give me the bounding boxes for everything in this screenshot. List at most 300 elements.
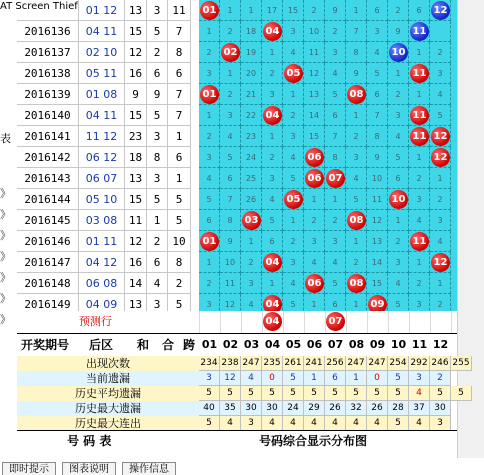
grid-cell: 5 xyxy=(367,63,388,84)
stats-value: 4 xyxy=(241,371,262,386)
grid-cell: 2 xyxy=(409,273,430,294)
grid-cell: 3 xyxy=(346,147,367,168)
grid-cell: 8 xyxy=(346,42,367,63)
grid-cell: 2 xyxy=(430,42,451,63)
stats-value: 35 xyxy=(220,401,241,416)
left-strip-glyph: 》 xyxy=(0,187,11,200)
number-ball[interactable]: 08 xyxy=(347,274,366,293)
table-row xyxy=(17,147,191,168)
stats-value: 5 xyxy=(325,386,346,401)
sum-cell: 16 xyxy=(125,252,147,273)
grid-cell: 4 xyxy=(199,168,220,189)
table-footer xyxy=(17,430,457,451)
table-row xyxy=(17,252,191,273)
stats-value: 5 xyxy=(451,386,472,401)
comb-cell: 5 xyxy=(147,189,168,210)
grid-cell: 14 xyxy=(367,252,388,273)
grid-cell: 3 xyxy=(325,231,346,252)
grid-cell: 5 xyxy=(325,273,346,294)
grid-cell: 2 xyxy=(199,126,220,147)
stats-value: 247 xyxy=(367,356,388,371)
number-ball[interactable]: 01 xyxy=(200,85,219,104)
stats-row xyxy=(17,416,457,431)
stats-value: 4 xyxy=(262,416,283,431)
back-zone-cell: 04 09 xyxy=(79,294,125,315)
span-cell: 6 xyxy=(168,147,191,168)
issue-cell: 2016148 xyxy=(17,273,79,294)
number-ball[interactable]: 11 xyxy=(410,64,429,83)
header-number: 07 xyxy=(327,338,344,351)
number-ball[interactable]: 04 xyxy=(263,295,282,314)
bottom-tab[interactable]: 操作信息 xyxy=(122,462,176,475)
header-number: 02 xyxy=(222,338,239,351)
grid-cell: 1 xyxy=(199,252,220,273)
stats-value: 5 xyxy=(388,386,409,401)
number-ball[interactable]: 11 xyxy=(410,22,429,41)
number-ball[interactable]: 12 xyxy=(431,127,450,146)
grid-cell: 4 xyxy=(430,231,451,252)
left-strip-glyph: 》 xyxy=(0,292,11,305)
grid-cell: 10 xyxy=(367,168,388,189)
number-ball[interactable]: 11 xyxy=(410,127,429,146)
back-zone-cell: 06 08 xyxy=(79,273,125,294)
left-strip-glyph: 》 xyxy=(0,229,11,242)
sum-cell: 13 xyxy=(125,168,147,189)
grid-cell: 3 xyxy=(388,252,409,273)
grid-cell: 4 xyxy=(262,189,283,210)
grid-cell: 7 xyxy=(325,126,346,147)
grid-cell: 2 xyxy=(346,126,367,147)
stats-value: 29 xyxy=(304,401,325,416)
grid-cell: 7 xyxy=(346,21,367,42)
table-row xyxy=(17,210,191,231)
stats-value: 4 xyxy=(304,416,325,431)
grid-cell: 5 xyxy=(325,84,346,105)
predict-ball[interactable]: 04 xyxy=(263,312,282,331)
table-row xyxy=(17,21,191,42)
back-zone-cell: 04 11 xyxy=(79,105,125,126)
grid-cell: 2 xyxy=(388,231,409,252)
stats-value: 241 xyxy=(304,356,325,371)
issue-cell: 2016149 xyxy=(17,294,79,315)
comb-cell: 5 xyxy=(147,21,168,42)
stats-value: 5 xyxy=(388,416,409,431)
predict-ball[interactable]: 07 xyxy=(326,312,345,331)
span-cell: 7 xyxy=(168,84,191,105)
number-ball[interactable]: 06 xyxy=(305,274,324,293)
footer-right: 号码综合显示分布图 xyxy=(259,434,368,448)
issue-cell xyxy=(17,0,79,21)
grid-line xyxy=(346,311,347,333)
grid-cell: 22 xyxy=(241,105,262,126)
stats-value: 5 xyxy=(262,386,283,401)
stats-value: 3 xyxy=(409,371,430,386)
grid-cell: 21 xyxy=(241,84,262,105)
grid-cell: 5 xyxy=(283,168,304,189)
number-ball[interactable]: 09 xyxy=(368,295,387,314)
stats-label: 历史平均遗漏 xyxy=(17,386,199,402)
number-ball[interactable]: 03 xyxy=(242,211,261,230)
grid-cell: 6 xyxy=(325,294,346,315)
grid-cell: 13 xyxy=(304,84,325,105)
stats-label: 历史最大遗漏 xyxy=(17,401,199,417)
grid-cell: 15 xyxy=(304,126,325,147)
stats-value: 261 xyxy=(283,356,304,371)
grid-cell: 3 xyxy=(409,294,430,315)
stats-value: 4 xyxy=(220,416,241,431)
grid-cell: 9 xyxy=(325,0,346,21)
header-number: 03 xyxy=(243,338,260,351)
grid-cell: 1 xyxy=(283,84,304,105)
issue-cell: 2016139 xyxy=(17,84,79,105)
grid-cell: 4 xyxy=(388,273,409,294)
stats-value: 255 xyxy=(451,356,472,371)
grid-cell: 14 xyxy=(304,105,325,126)
grid-cell: 2 xyxy=(430,294,451,315)
stats-value: 3 xyxy=(241,416,262,431)
table-header xyxy=(17,333,457,357)
grid-cell: 1 xyxy=(430,273,451,294)
grid-cell: 2 xyxy=(325,210,346,231)
left-strip-glyph: 》 xyxy=(0,250,11,263)
number-ball[interactable]: 04 xyxy=(263,22,282,41)
grid-cell: 5 xyxy=(388,147,409,168)
span-cell: 10 xyxy=(168,231,191,252)
stats-value: 4 xyxy=(346,416,367,431)
grid-line xyxy=(199,311,200,333)
grid-cell: 1 xyxy=(241,0,262,21)
issue-cell: 2016138 xyxy=(17,63,79,84)
number-ball[interactable]: 10 xyxy=(389,43,408,62)
comb-cell: 4 xyxy=(147,273,168,294)
grid-line xyxy=(388,311,389,333)
grid-cell: 9 xyxy=(388,21,409,42)
grid-cell xyxy=(430,21,451,42)
comb-cell: 8 xyxy=(147,147,168,168)
stats-value: 235 xyxy=(262,356,283,371)
header-number: 05 xyxy=(285,338,302,351)
span-cell: 1 xyxy=(168,168,191,189)
grid-cell: 12 xyxy=(220,294,241,315)
stats-value: 5 xyxy=(430,386,451,401)
grid-cell: 1 xyxy=(262,126,283,147)
header-issue: 开奖期号 xyxy=(21,338,70,352)
stats-value: 30 xyxy=(430,401,451,416)
back-zone-cell: 05 11 xyxy=(79,63,125,84)
comb-cell: 2 xyxy=(147,42,168,63)
number-ball[interactable]: 06 xyxy=(305,148,324,167)
number-ball[interactable]: 10 xyxy=(389,190,408,209)
grid-cell: 3 xyxy=(199,147,220,168)
stats-value: 1 xyxy=(304,371,325,386)
stats-value: 37 xyxy=(409,401,430,416)
grid-cell: 1 xyxy=(304,294,325,315)
stats-value: 26 xyxy=(367,401,388,416)
stats-value: 4 xyxy=(325,416,346,431)
header-number: 12 xyxy=(432,338,449,351)
grid-cell: 1 xyxy=(409,42,430,63)
stats-value: 12 xyxy=(220,371,241,386)
stats-value: 0 xyxy=(367,371,388,386)
comb-cell: 3 xyxy=(147,0,168,21)
comb-cell: 1 xyxy=(147,210,168,231)
number-ball[interactable]: 02 xyxy=(221,43,240,62)
grid-cell: 2 xyxy=(283,105,304,126)
stats-value: 247 xyxy=(346,356,367,371)
stats-label: 当前遗漏 xyxy=(17,371,199,387)
window-title: AT Screen Thief xyxy=(0,1,78,12)
footer-left: 号 码 表 xyxy=(67,434,112,448)
grid-cell: 3 xyxy=(409,189,430,210)
grid-cell: 3 xyxy=(241,273,262,294)
back-zone-cell: 06 12 xyxy=(79,147,125,168)
number-ball[interactable]: 11 xyxy=(410,106,429,125)
grid-cell: 1 xyxy=(409,84,430,105)
grid-cell: 6 xyxy=(409,0,430,21)
back-zone-cell: 01 11 xyxy=(79,231,125,252)
table-row xyxy=(17,105,191,126)
table-row xyxy=(17,189,191,210)
span-cell: 7 xyxy=(168,105,191,126)
grid-cell: 4 xyxy=(283,273,304,294)
grid-cell: 10 xyxy=(304,21,325,42)
header-number: 06 xyxy=(306,338,323,351)
stats-label: 历史最大连出 xyxy=(17,416,199,432)
grid-cell: 3 xyxy=(283,252,304,273)
grid-cell: 1 xyxy=(199,21,220,42)
grid-cell: 2 xyxy=(304,0,325,21)
span-cell: 5 xyxy=(168,294,191,315)
issue-cell: 2016146 xyxy=(17,231,79,252)
sum-cell: 15 xyxy=(125,189,147,210)
grid-cell: 4 xyxy=(325,63,346,84)
number-ball[interactable]: 01 xyxy=(200,232,219,251)
grid-cell: 3 xyxy=(199,63,220,84)
issue-cell: 2016137 xyxy=(17,42,79,63)
grid-cell: 15 xyxy=(367,273,388,294)
stats-value: 246 xyxy=(430,356,451,371)
grid-cell: 6 xyxy=(367,84,388,105)
grid-line xyxy=(367,311,368,333)
sum-cell: 15 xyxy=(125,21,147,42)
stats-value: 5 xyxy=(304,386,325,401)
grid-cell: 5 xyxy=(388,294,409,315)
grid-cell: 3 xyxy=(430,210,451,231)
stats-value: 24 xyxy=(283,401,304,416)
grid-cell: 2 xyxy=(388,0,409,21)
sum-cell: 9 xyxy=(125,84,147,105)
grid-cell: 6 xyxy=(220,168,241,189)
left-strip-glyph: 》 xyxy=(0,271,11,284)
number-ball[interactable]: 12 xyxy=(431,148,450,167)
grid-cell: 1 xyxy=(346,294,367,315)
stats-value: 40 xyxy=(199,401,220,416)
grid-cell: 23 xyxy=(241,126,262,147)
grid-cell: 11 xyxy=(304,42,325,63)
grid-line xyxy=(409,311,410,333)
stats-value: 2 xyxy=(430,371,451,386)
issue-cell: 2016140 xyxy=(17,105,79,126)
number-ball[interactable]: 07 xyxy=(326,169,345,188)
grid-cell: 2 xyxy=(262,147,283,168)
grid-cell: 1 xyxy=(346,231,367,252)
grid-cell: 5 xyxy=(220,147,241,168)
number-ball[interactable]: 04 xyxy=(263,106,282,125)
stats-value: 1 xyxy=(346,371,367,386)
stats-value: 4 xyxy=(283,416,304,431)
grid-cell: 4 xyxy=(304,252,325,273)
grid-cell: 25 xyxy=(241,168,262,189)
grid-cell: 2 xyxy=(241,252,262,273)
grid-cell: 2 xyxy=(346,252,367,273)
stats-value: 0 xyxy=(262,371,283,386)
number-ball[interactable]: 05 xyxy=(284,190,303,209)
header-number: 11 xyxy=(411,338,428,351)
grid-cell: 1 xyxy=(430,168,451,189)
bottom-tabs xyxy=(0,462,484,475)
grid-cell: 4 xyxy=(283,42,304,63)
distribution-grid xyxy=(199,0,457,311)
comb-cell: 2 xyxy=(147,231,168,252)
grid-cell: 1 xyxy=(304,189,325,210)
comb-cell: 5 xyxy=(147,105,168,126)
grid-cell: 2 xyxy=(430,189,451,210)
stats-row xyxy=(17,386,464,401)
number-ball[interactable]: 08 xyxy=(347,85,366,104)
stats-value: 32 xyxy=(346,401,367,416)
stats-value: 5 xyxy=(199,416,220,431)
number-ball[interactable]: 08 xyxy=(347,211,366,230)
left-panel-strip xyxy=(0,0,16,458)
header-number: 04 xyxy=(264,338,281,351)
stats-row xyxy=(17,371,457,386)
grid-cell: 5 xyxy=(430,105,451,126)
grid-line xyxy=(220,311,221,333)
left-strip-glyph: 》 xyxy=(0,208,11,221)
header-back: 后区 xyxy=(89,338,114,352)
stats-row xyxy=(17,356,470,371)
grid-cell: 6 xyxy=(325,105,346,126)
stats-value: 5 xyxy=(283,386,304,401)
number-ball[interactable]: 05 xyxy=(284,64,303,83)
back-zone-cell: 01 08 xyxy=(79,84,125,105)
stats-value: 30 xyxy=(262,401,283,416)
grid-cell: 5 xyxy=(283,294,304,315)
grid-cell: 9 xyxy=(346,63,367,84)
sum-cell: 12 xyxy=(125,231,147,252)
issue-cell: 2016144 xyxy=(17,189,79,210)
grid-cell: 2 xyxy=(220,84,241,105)
span-cell: 1 xyxy=(168,126,191,147)
sum-cell: 11 xyxy=(125,210,147,231)
grid-cell: 1 xyxy=(346,0,367,21)
grid-cell: 4 xyxy=(346,168,367,189)
sum-cell: 12 xyxy=(125,42,147,63)
stats-value: 234 xyxy=(199,356,220,371)
grid-cell: 4 xyxy=(409,210,430,231)
grid-cell: 1 xyxy=(388,210,409,231)
stats-value: 5 xyxy=(283,371,304,386)
table-row xyxy=(17,231,191,252)
grid-cell: 4 xyxy=(283,147,304,168)
back-zone-cell: 01 12 xyxy=(79,0,125,21)
grid-cell: 8 xyxy=(220,210,241,231)
grid-cell: 5 xyxy=(262,210,283,231)
grid-line xyxy=(430,311,431,333)
stats-value: 4 xyxy=(409,416,430,431)
number-ball[interactable]: 12 xyxy=(431,253,450,272)
grid-cell: 8 xyxy=(367,126,388,147)
header-number: 01 xyxy=(201,338,218,351)
bottom-tab[interactable]: 图表说明 xyxy=(62,462,116,475)
grid-line xyxy=(283,311,284,333)
grid-cell: 20 xyxy=(241,63,262,84)
grid-cell: 8 xyxy=(325,147,346,168)
table-row xyxy=(17,63,191,84)
table-row xyxy=(17,0,191,21)
stats-value: 247 xyxy=(241,356,262,371)
sum-cell: 14 xyxy=(125,273,147,294)
span-cell: 8 xyxy=(168,42,191,63)
back-zone-cell: 05 10 xyxy=(79,189,125,210)
grid-cell: 6 xyxy=(262,231,283,252)
grid-cell: 1 xyxy=(220,0,241,21)
stats-value: 3 xyxy=(199,371,220,386)
grid-cell: 4 xyxy=(430,84,451,105)
grid-cell: 1 xyxy=(409,147,430,168)
grid-cell: 9 xyxy=(220,231,241,252)
table-row xyxy=(17,42,191,63)
grid-cell: 1 xyxy=(262,42,283,63)
grid-cell: 26 xyxy=(241,189,262,210)
span-cell: 11 xyxy=(168,0,191,21)
grid-cell: 11 xyxy=(367,189,388,210)
back-zone-cell: 03 08 xyxy=(79,210,125,231)
grid-cell: 1 xyxy=(283,210,304,231)
grid-cell: 10 xyxy=(220,252,241,273)
grid-cell: 1 xyxy=(346,105,367,126)
comb-cell: 3 xyxy=(147,294,168,315)
grid-cell: 1 xyxy=(241,231,262,252)
comb-cell: 6 xyxy=(147,252,168,273)
stats-value: 30 xyxy=(241,401,262,416)
stats-value: 5 xyxy=(199,386,220,401)
stats-value: 4 xyxy=(409,386,430,401)
table-row xyxy=(17,126,191,147)
grid-cell: 12 xyxy=(367,210,388,231)
number-ball[interactable]: 12 xyxy=(431,1,450,20)
grid-cell: 7 xyxy=(220,189,241,210)
table-row xyxy=(17,84,191,105)
comb-cell: 9 xyxy=(147,84,168,105)
grid-cell: 2 xyxy=(325,21,346,42)
back-zone-cell: 06 07 xyxy=(79,168,125,189)
back-zone-cell: 04 11 xyxy=(79,21,125,42)
grid-cell: 1 xyxy=(220,63,241,84)
bottom-tab[interactable]: 即时提示 xyxy=(2,462,56,475)
stats-value: 5 xyxy=(220,386,241,401)
sum-cell: 23 xyxy=(125,126,147,147)
grid-cell: 9 xyxy=(367,147,388,168)
number-ball[interactable]: 11 xyxy=(410,232,429,251)
grid-cell: 3 xyxy=(283,126,304,147)
number-ball[interactable]: 01 xyxy=(200,1,219,20)
sum-cell: 15 xyxy=(125,105,147,126)
grid-cell: 3 xyxy=(367,21,388,42)
number-ball[interactable]: 04 xyxy=(263,253,282,272)
number-ball[interactable]: 06 xyxy=(305,169,324,188)
comb-cell: 6 xyxy=(147,63,168,84)
